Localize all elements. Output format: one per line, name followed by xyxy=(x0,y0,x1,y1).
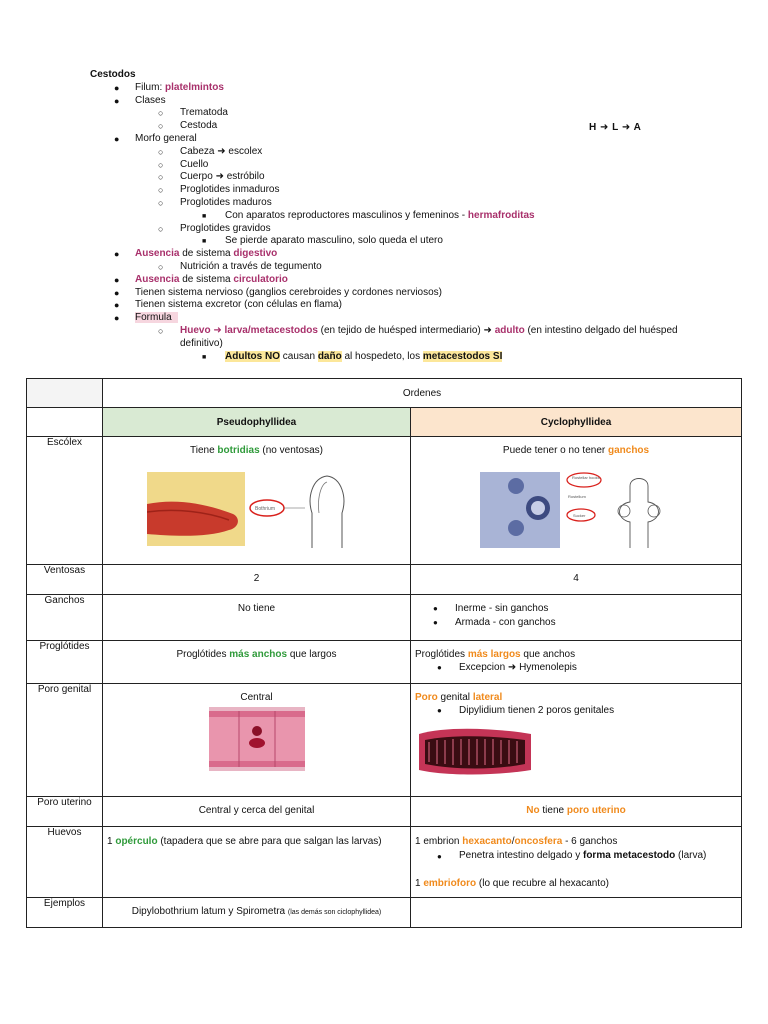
list-item: ● Dipylidium tienen 2 poros genitales xyxy=(415,705,735,716)
list-item: ● Clases xyxy=(114,94,166,106)
circle-bullet-icon: ○ xyxy=(158,197,164,208)
poro-genital-pseudo-text: Central xyxy=(240,692,273,703)
circle-bullet-icon: ○ xyxy=(158,108,164,119)
ejemplos-cyclo-cell xyxy=(411,898,742,928)
ganchos-pseudo-cell: No tiene xyxy=(103,595,411,641)
rostellar-hooks-label: Rostellar hooks xyxy=(572,475,600,480)
poro-genital-cyclo-cell xyxy=(411,684,742,797)
empty-corner-cell xyxy=(27,379,103,408)
bullet-icon: ● xyxy=(114,133,120,144)
circle-bullet-icon: ○ xyxy=(158,261,164,272)
hla-note: H ➜ L ➜ A xyxy=(589,122,642,133)
table-row xyxy=(27,641,742,684)
table-row xyxy=(27,684,742,797)
circle-bullet-icon: ○ xyxy=(158,172,164,183)
escolex-cyclo-text: Puede tener o no tener ganchos xyxy=(502,445,650,456)
huevos-cyclo-text: 1 embrion hexacanto/oncosfera - 6 ganchos xyxy=(415,836,618,847)
lateral-pore-image xyxy=(415,720,535,780)
ventosas-cyclo-cell: 4 xyxy=(411,565,742,595)
list-item: ○ Huevo ➜ larva/metacestodos (en tejido de huésped intermediario) ➜ adulto (en intestino delgado del huésped definitivo) xyxy=(158,324,678,349)
row-label-poro-genital: Poro genital xyxy=(27,684,103,797)
row-label-ejemplos: Ejemplos xyxy=(27,898,103,928)
list-item: ○ Cuello xyxy=(158,158,209,170)
list-item: ○ Cabeza ➜ escolex xyxy=(158,145,263,157)
row-label-poro-uterino: Poro uterino xyxy=(27,797,103,827)
list-item: ○ Nutrición a través de tegumento xyxy=(158,260,322,272)
cyclophyllidea-header: Cyclophyllidea xyxy=(411,408,742,437)
list-item: ■ Adultos NO causan daño al hospedeto, los metacestodos SI xyxy=(90,351,740,364)
square-bullet-icon: ■ xyxy=(202,353,207,361)
table-row xyxy=(27,595,742,641)
ventosas-pseudo-cell: 2 xyxy=(103,565,411,595)
proglotides-pseudo-cell: Proglótides más anchos que largos xyxy=(103,641,411,684)
bothria-scolex-image xyxy=(147,468,367,553)
list-item: ● Tienen sistema excretor (con células en flama) xyxy=(114,299,342,311)
poro-uterino-cyclo-cell: No tiene poro uterino xyxy=(411,797,742,827)
pseudophyllidea-header: Pseudophyllidea xyxy=(103,408,411,437)
ordenes-header: Ordenes xyxy=(103,379,742,408)
circle-bullet-icon: ○ xyxy=(158,146,164,157)
circle-bullet-icon: ○ xyxy=(158,325,164,336)
poro-genital-cyclo-text: Poro genital lateral xyxy=(415,692,503,703)
list-item: ○ Proglotides inmaduros xyxy=(158,184,280,196)
huevos-cyclo-text-2: 1 embrioforo (lo que recubre al hexacanto) xyxy=(415,878,609,889)
bullet-icon: ● xyxy=(114,274,120,285)
bullet-icon: ● xyxy=(114,300,120,311)
list-item: ● Penetra intestino delgado y forma metacestodo (larva) xyxy=(415,849,735,863)
escolex-cyclo-cell xyxy=(411,437,742,565)
bullet-icon: ● xyxy=(114,313,120,324)
ganchos-cyclo-cell xyxy=(411,595,742,641)
orders-table xyxy=(26,378,742,928)
bullet-icon: ● xyxy=(114,82,120,93)
sucker-label: Sucker xyxy=(573,513,586,518)
empty-cell xyxy=(27,408,103,437)
poro-uterino-pseudo-cell: Central y cerca del genital xyxy=(103,797,411,827)
row-label-ganchos: Ganchos xyxy=(27,595,103,641)
circle-bullet-icon: ○ xyxy=(158,121,164,132)
list-item: ○ Cestoda xyxy=(158,120,218,132)
bullet-icon: ● xyxy=(114,249,120,260)
hooks-scolex-image xyxy=(480,464,672,554)
list-item: ○ Trematoda xyxy=(158,107,228,119)
circle-bullet-icon: ○ xyxy=(158,223,164,234)
row-label-huevos: Huevos xyxy=(27,827,103,898)
row-label-ventosas: Ventosas xyxy=(27,565,103,595)
bullet-icon: ● xyxy=(114,287,120,298)
huevos-cyclo-cell xyxy=(411,827,742,898)
list-item: ○ Proglotides maduros xyxy=(158,196,272,208)
table-row xyxy=(27,565,742,595)
escolex-pseudo-cell xyxy=(103,437,411,565)
table-row xyxy=(27,827,742,898)
poro-genital-pseudo-cell xyxy=(103,684,411,797)
proglotides-cyclo-text: Proglótides más largos que anchos xyxy=(415,649,576,660)
ejemplos-pseudo-cell: Dipylobothrium latum y Spirometra (las demás son ciclophyllidea) xyxy=(103,898,411,928)
circle-bullet-icon: ○ xyxy=(158,159,164,170)
table-row xyxy=(27,797,742,827)
rostellum-label: Rostellum xyxy=(568,494,586,499)
circle-bullet-icon: ○ xyxy=(158,185,164,196)
list-item: ● Morfo general xyxy=(114,132,197,144)
escolex-pseudo-text: Tiene botridias (no ventosas) xyxy=(189,445,324,456)
list-item: ● Tienen sistema nervioso (ganglios cerebroides y cordones nerviosos) xyxy=(114,286,443,298)
square-bullet-icon: ■ xyxy=(202,238,207,246)
proglotides-cyclo-cell xyxy=(411,641,742,684)
list-item: ● Armada - con ganchos xyxy=(411,617,741,628)
huevos-pseudo-cell: 1 opérculo (tapadera que se abre para que salgan las larvas) xyxy=(103,827,411,898)
table-row xyxy=(27,437,742,565)
table-row xyxy=(27,898,742,928)
list-item: ● Formula xyxy=(90,312,740,325)
notes-title: Cestodos xyxy=(90,69,136,80)
list-item: ● Inerme - sin ganchos xyxy=(411,603,741,614)
square-bullet-icon: ■ xyxy=(202,212,207,220)
list-item: ○ Proglotides gravidos xyxy=(158,222,271,234)
row-label-proglotides: Proglótides xyxy=(27,641,103,684)
list-item: ■ Con aparatos reproductores masculinos y femeninos - hermafroditas xyxy=(90,210,740,223)
list-item: ● Ausencia de sistema circulatorio xyxy=(114,273,288,285)
bullet-icon: ● xyxy=(114,95,120,106)
central-pore-image xyxy=(209,707,305,771)
list-item: ○ Cuerpo ➜ estróbilo xyxy=(158,171,265,183)
bothrium-label: Bothrium xyxy=(254,506,275,512)
list-item: ● Ausencia de sistema digestivo xyxy=(114,248,278,260)
list-item: ■ Se pierde aparato masculino, solo queda el utero xyxy=(90,235,740,248)
notes-section xyxy=(90,69,740,363)
row-label-escolex: Escólex xyxy=(27,437,103,565)
list-item: ● Excepcion ➜ Hymenolepis xyxy=(415,662,735,673)
table-row xyxy=(27,408,742,437)
table-row xyxy=(27,379,742,408)
list-item: ● Filum: platelmintos xyxy=(114,81,224,93)
